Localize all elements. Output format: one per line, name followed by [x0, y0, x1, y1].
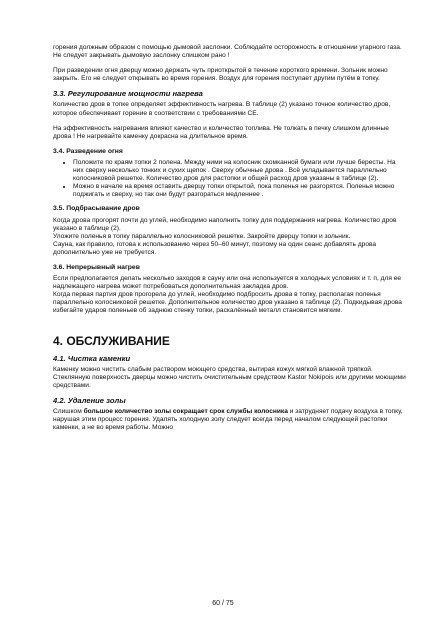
paragraph: Каменку можно чистить слабым раствором моющего средства, вытирая кожух мягкой влажной тряпкой. Стеклянную поверхность дверцы можно чистить очистительным средством Kastor Nokipois или другими моющими средствами.: [53, 365, 406, 389]
paragraph: Когда первая партия дров прогорела до углей, необходимо подбросить дрова в топку, располагая поленья параллельно колосниковой решетке. Дополнительное количество дров указано в таблице (2). Подкидывая дрова избегайте ударов поленьев об заднюю стенку топки, раскалённый металл становится мягким.: [53, 291, 402, 315]
paragraph: Уложите поленья в топку параллельно колосниковой решетке. Закройте дверцу топки и зольник.: [53, 232, 351, 240]
section-heading: 4.2. Удаление золы: [53, 395, 126, 405]
bold-text: большое количество золы сокращает срок службы колосника: [83, 408, 288, 415]
section-heading: 3.5. Подбрасывание дров: [53, 205, 140, 213]
section-heading: 3.4. Разведение огня: [53, 147, 123, 155]
paragraph: Когда дрова прогорят почти до углей, необходимо наполнить топку для поддержания нагрева. Количество дров указано в таблице (2).: [53, 216, 397, 232]
chapter-heading: 4. ОБСЛУЖИВАНИЕ: [53, 333, 170, 348]
bullet-list: [53, 159, 407, 199]
paragraph: При разведении огня дверцу можно держать чуть приоткрытой в течение короткого времени. Зольник можно закрыть. Его не следует открывать во время горения. Воздух для горения поступает другим путём в топку.: [53, 67, 388, 83]
section-heading: 4.1. Чистка каменки: [53, 353, 131, 363]
page-number: 60 / 75: [212, 600, 234, 607]
paragraph: Количество дров в топке определяет эффективность нагрева. В таблице (2) указано точное количество дров, которое обеспечивает горение в соответствии с требованиями CE.: [53, 101, 391, 117]
document-page: [53, 44, 407, 439]
paragraph: Сауна, как правило, готова к использованию через 50–60 минут, поэтому на один сеанс добавлять дрова дополнительно уже не требуется.: [53, 240, 377, 256]
paragraph: На эффективность нагревания влияют качество и количество топлива. Не толкать в печку слишком длинные дрова ! Не нагревайте каменку докрасна на длительное время.: [53, 124, 389, 140]
section-heading: 3.6. Непрерывный нагрев: [53, 263, 140, 271]
paragraph: [53, 408, 407, 432]
paragraph: горения должным образом с помощью дымовой заслонки. Соблюдайте осторожность в отношении угарного газа. Не следует закрывать дымовую заслонку слишком рано !: [53, 44, 402, 60]
list-item: • Положите по краям топки 2 полена. Между ними на колосник скомканной бумаги или лучше бересты. На них сверху несколько тонких и сухих щепок . Сверху обычные дрова . Всё укладывается параллельно колосниковой решетке. Количество дров для растопки и общей расход дров указаны в таблице (2).: [73, 159, 407, 183]
text-run: и затрудняет подачу воздуха в топку, нарушая этим процесс горения. Удалять холодную золу следует всегда перед началом следующей растопки каменки, а не во время работы. Можно: [53, 408, 403, 432]
paragraph: Если предполагается делать несколько заходов в сауну или она используется в холодных условиях и т. п, для ее надлежащего нагрева может потребоваться дополнительная закладка дров.: [53, 275, 402, 291]
section-heading: 3.3. Регулирование мощности нагрева: [53, 89, 203, 99]
text-run: Слишком: [53, 408, 84, 415]
list-item: • Можно в начале на время оставить дверцу топки открытой, пока поленья не разгорятся. Поленья можно поджигать и сверху, но так они будут разгораться медленнее .: [73, 183, 407, 199]
